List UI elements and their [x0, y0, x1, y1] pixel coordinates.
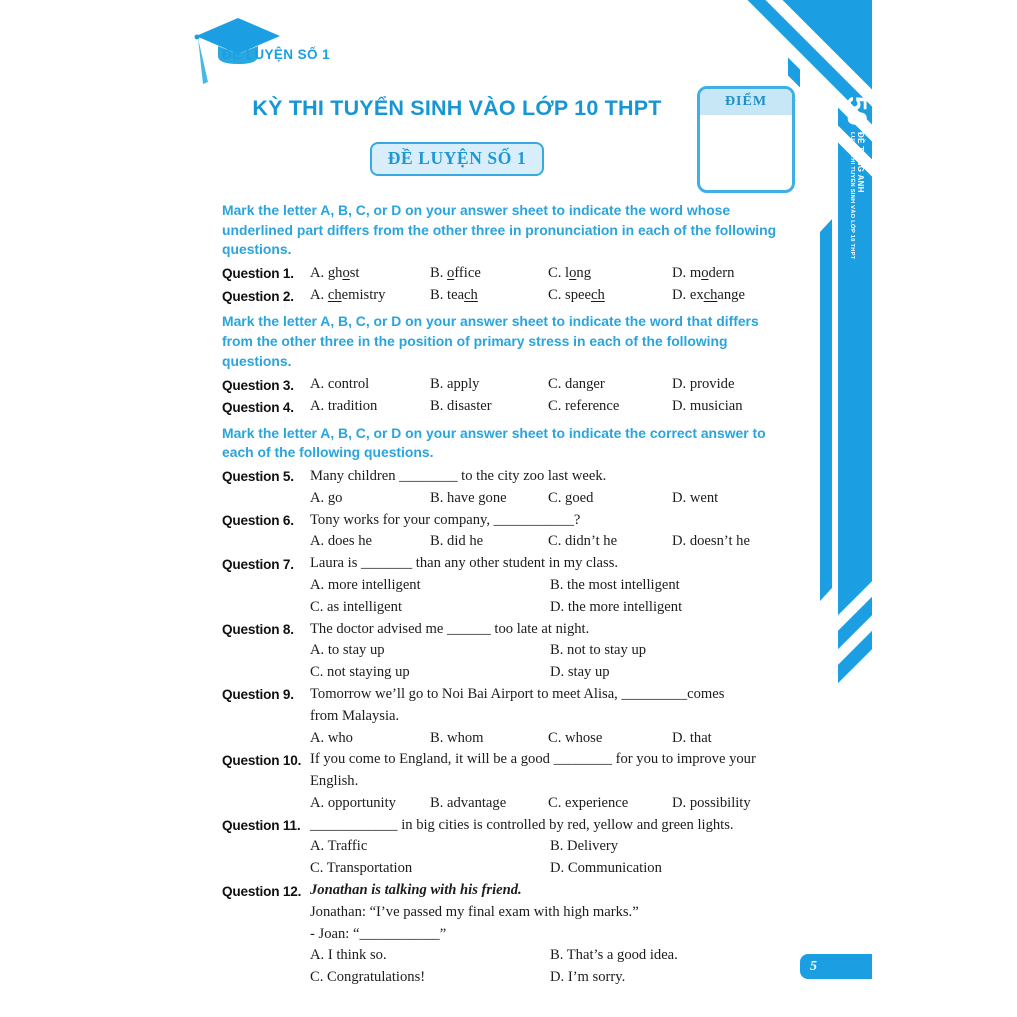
question-stem-line: Laura is _______ than any other student in my class. [310, 555, 619, 572]
question-stem-line: Tomorrow we’ll go to Noi Bai Airport to meet Alisa, _________comes [310, 685, 725, 702]
option-cell: D. musician [672, 398, 743, 415]
section-instruction: Mark the letter A, B, C, or D on your answer sheet to indicate the word whose underlined part differs from the other three in pronunciation in each of the following questions. [222, 202, 777, 258]
option-cell: D. possibility [672, 794, 751, 811]
option-cell: D. Communication [550, 860, 662, 877]
option-cell: A. who [310, 729, 353, 746]
option-cell: B. did he [430, 533, 484, 550]
option-cell: A. tradition [310, 398, 378, 415]
question-body [310, 396, 790, 418]
options-grid [310, 285, 790, 307]
option-cell: D. exchange [672, 287, 745, 304]
option-cell: D. modern [672, 264, 735, 281]
option-cell: D. doesn’t he [672, 533, 750, 550]
question-label: Question 6. [222, 513, 294, 529]
option-cell: D. provide [672, 376, 735, 393]
question-body [310, 749, 790, 814]
question-stem-line: If you come to England, it will be a good ________ for you to improve your [310, 751, 756, 768]
options-grid [310, 793, 790, 815]
question-body [310, 684, 790, 749]
side-banner-number: 50 [842, 96, 872, 127]
option-cell: A. I think so. [310, 947, 387, 964]
option-cell: B. disaster [430, 398, 492, 415]
option-cell: C. danger [548, 376, 605, 393]
option-cell: B. advantage [430, 794, 507, 811]
option-cell: B. not to stay up [550, 642, 647, 659]
question-label: Question 11. [222, 818, 301, 834]
question-row [222, 466, 790, 510]
question-body [310, 285, 790, 307]
side-banner-text [841, 96, 872, 308]
section-instruction: Mark the letter A, B, C, or D on your answer sheet to indicate the word that differs from the other three in the position of primary stress in each of the following questions. [222, 313, 759, 369]
option-cell: D. I’m sorry. [550, 969, 626, 986]
options-grid [310, 374, 790, 396]
question-label: Question 7. [222, 556, 294, 572]
option-cell: D. went [672, 489, 719, 506]
page-number: 5 [810, 958, 817, 974]
options-grid [310, 396, 790, 418]
score-box [697, 86, 795, 193]
option-cell: C. experience [548, 794, 629, 811]
question-label: Question 9. [222, 687, 294, 703]
options-grid [310, 836, 790, 880]
questions-content [222, 196, 790, 989]
option-cell: C. goed [548, 489, 594, 506]
question-row [222, 749, 790, 814]
question-stem-line: The doctor advised me ______ too late at night. [310, 620, 590, 637]
side-banner-line1: ĐỀ TIẾNG ANH [856, 132, 866, 193]
option-cell: A. Traffic [310, 838, 368, 855]
question-body [310, 374, 790, 396]
option-cell: C. reference [548, 398, 620, 415]
question-body [310, 553, 790, 618]
option-cell: C. Transportation [310, 860, 413, 877]
options-grid [310, 488, 790, 510]
question-row [222, 374, 790, 396]
option-cell: B. apply [430, 376, 480, 393]
option-cell: A. chemistry [310, 287, 386, 304]
question-label: Question 3. [222, 377, 294, 393]
option-cell: A. ghost [310, 264, 360, 281]
exam-set-badge [222, 142, 692, 176]
option-cell: B. whom [430, 729, 484, 746]
page-number-badge [800, 954, 872, 979]
question-stem-line: Many children ________ to the city zoo last week. [310, 467, 607, 484]
page-title: KỲ THI TUYỂN SINH VÀO LỚP 10 THPT [252, 96, 662, 120]
options-grid [310, 531, 790, 553]
option-cell: A. does he [310, 533, 373, 550]
question-stem-line: - Joan: “___________” [310, 925, 447, 942]
question-row [222, 553, 790, 618]
question-label: Question 10. [222, 752, 302, 768]
options-grid [310, 728, 790, 750]
question-row [222, 880, 790, 989]
question-stem-line: from Malaysia. [310, 707, 400, 724]
side-banner-line2: LUYỆN THI TUYỂN SINH VÀO LỚP 10 THPT [849, 132, 856, 260]
option-cell: A. to stay up [310, 642, 385, 659]
option-cell: A. more intelligent [310, 576, 421, 593]
option-cell: D. that [672, 729, 712, 746]
option-cell: A. go [310, 489, 343, 506]
question-row [222, 684, 790, 749]
question-body [310, 510, 790, 554]
option-cell: A. control [310, 376, 370, 393]
question-stem-line: Tony works for your company, ___________? [310, 511, 581, 528]
question-label: Question 1. [222, 266, 294, 282]
question-stem-line: Jonathan: “I’ve passed my final exam with high marks.” [310, 903, 639, 920]
options-grid [310, 263, 790, 285]
option-cell: B. office [430, 264, 481, 281]
question-stem-line: English. [310, 773, 359, 790]
question-row [222, 510, 790, 554]
option-cell: C. speech [548, 287, 605, 304]
options-grid [310, 945, 790, 989]
question-body [310, 815, 790, 880]
options-grid [310, 575, 790, 619]
option-cell: C. didn’t he [548, 533, 618, 550]
question-row [222, 396, 790, 418]
question-row [222, 815, 790, 880]
question-body [310, 263, 790, 285]
question-body [310, 466, 790, 510]
option-cell: C. as intelligent [310, 598, 403, 615]
options-grid [310, 640, 790, 684]
option-cell: D. the more intelligent [550, 598, 683, 615]
option-cell: C. whose [548, 729, 603, 746]
question-body [310, 619, 790, 684]
question-row [222, 619, 790, 684]
option-cell: B. teach [430, 287, 478, 304]
option-cell: B. have gone [430, 489, 507, 506]
question-body [310, 880, 790, 989]
option-cell: A. opportunity [310, 794, 396, 811]
option-cell: B. Delivery [550, 838, 619, 855]
option-cell: C. Congratulations! [310, 969, 426, 986]
option-cell: C. long [548, 264, 591, 281]
question-label: Question 12. [222, 883, 302, 899]
question-label: Question 2. [222, 288, 294, 304]
score-box-label: ĐIỂM [700, 89, 792, 115]
question-label: Question 5. [222, 469, 294, 485]
question-row [222, 285, 790, 307]
corner-tag-label: ĐỀ LUYỆN SỐ 1 [222, 47, 330, 62]
option-cell: B. the most intelligent [550, 576, 680, 593]
option-cell: D. stay up [550, 664, 610, 681]
option-cell: C. not staying up [310, 664, 410, 681]
question-stem-line: Jonathan is talking with his friend. [310, 882, 522, 899]
question-stem-line: ____________ in big cities is controlled by red, yellow and green lights. [310, 816, 734, 833]
question-label: Question 8. [222, 622, 294, 638]
section-instruction: Mark the letter A, B, C, or D on your answer sheet to indicate the correct answer to each of the following questions. [222, 424, 766, 461]
exam-set-badge-label: ĐỀ LUYỆN SỐ 1 [370, 142, 545, 176]
option-cell: B. That’s a good idea. [550, 947, 678, 964]
question-label: Question 4. [222, 399, 294, 415]
question-row [222, 263, 790, 285]
